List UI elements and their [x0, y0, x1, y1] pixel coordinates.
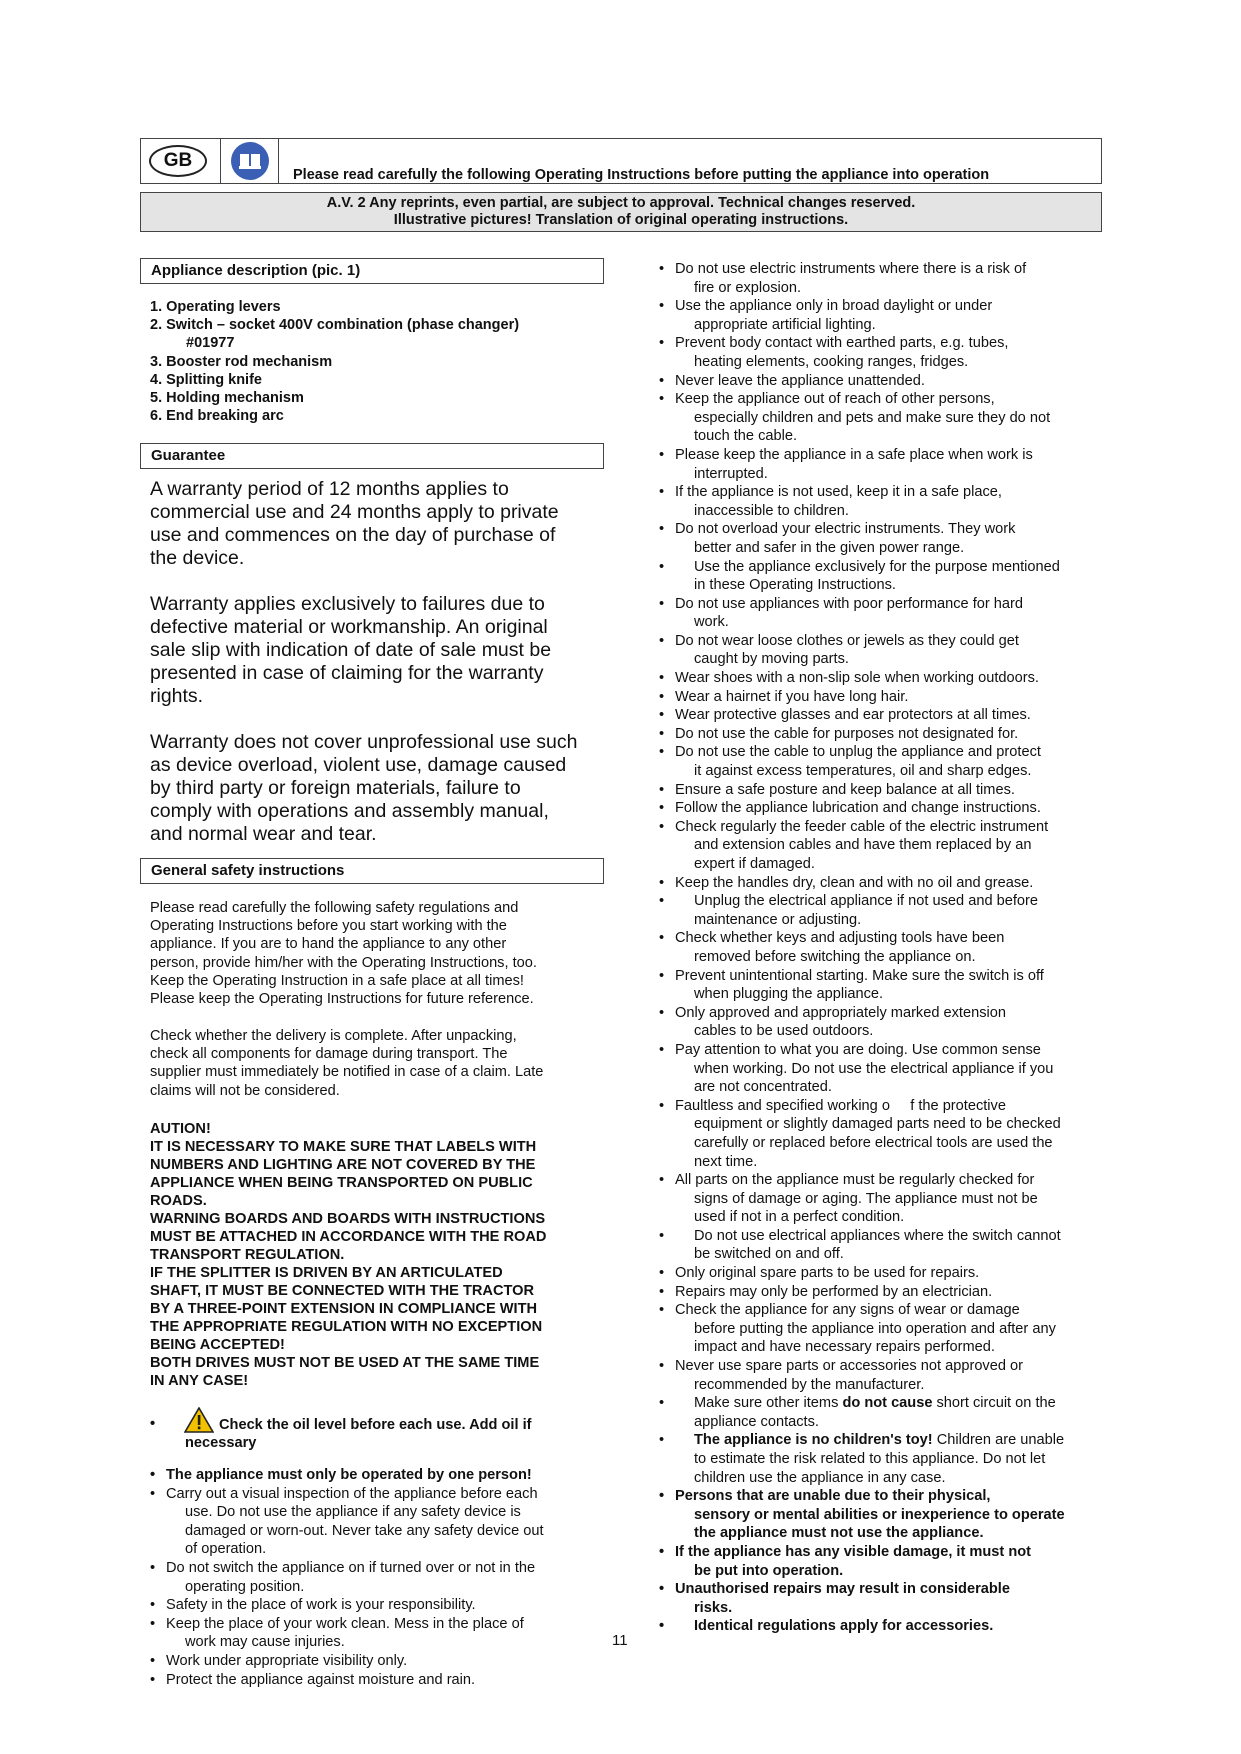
list-item: • Wear protective glasses and ear protectors at all times. — [659, 706, 1109, 725]
right-safety-list — [659, 260, 1109, 1636]
list-item: • Unplug the electrical appliance if not used and before maintenance or adjusting. — [659, 892, 1109, 929]
guarantee-heading: Guarantee — [140, 443, 604, 469]
list-item: • Do not overload your electric instruments. They work better and safer in the given power range. — [659, 520, 1109, 557]
list-item: • Do not use the cable to unplug the appliance and protect it against excess temperatures, oil and sharp edges. — [659, 743, 1109, 780]
list-item: • Please keep the appliance in a safe place when work is interrupted. — [659, 446, 1109, 483]
list-item: • Keep the handles dry, clean and with no oil and grease. — [659, 874, 1109, 893]
list-item: • Wear shoes with a non-slip sole when working outdoors. — [659, 669, 1109, 688]
caution-block: AUTION! IT IS NECESSARY TO MAKE SURE THAT LABELS WITH NUMBERS AND LIGHTING ARE NOT COVERED BY THE APPLIANCE WHEN BEING TRANSPORTED ON PUBLIC ROADS. WARNING BOARDS AND BOARDS WITH INSTRUCTIONS MUST BE ATTACHED IN ACCORDANCE WITH THE ROAD TRANSPORT REGULATION. IF THE SPLITTER IS DRIVEN BY AN ARTICULATED SHAFT, IT MUST BE CONNECTED WITH THE TRACTOR BY A THREE-POINT EXTENSION IN COMPLIANCE WITH THE APPROPRIATE REGULATION WITH NO EXCEPTION BEING ACCEPTED! BOTH DRIVES MUST NOT BE USED AT THE SAME TIME IN ANY CASE! — [150, 1121, 547, 1389]
list-item: • If the appliance is not used, keep it in a safe place, inaccessible to children. — [659, 483, 1109, 520]
delivery-check-text: Check whether the delivery is complete. After unpacking, check all components for damage during transport. The supplier must immediately be notified in case of a claim. Late claims will not be considered. — [150, 1028, 544, 1099]
list-item: • Repairs may only be performed by an electrician. — [659, 1283, 1109, 1302]
notice-line-1: A.V. 2 Any reprints, even partial, are subject to approval. Technical changes reserved. — [326, 195, 916, 211]
left-safety-list — [150, 1466, 610, 1689]
paragraph: A warranty period of 12 months applies to commercial use and 24 months apply to private use and commences on the day of purchase of the device. — [150, 478, 559, 569]
list-item: • The appliance is no children's toy! Children are unable to estimate the risk related to this appliance. Do not let children use the appliance in any case. — [659, 1431, 1109, 1487]
list-item: • If the appliance has any visible damage, it must not be put into operation. — [659, 1543, 1109, 1580]
list-item: • All parts on the appliance must be regularly checked for signs of damage or aging. The appliance must not be used if not in a perfect condition. — [659, 1171, 1109, 1227]
list-item: • Persons that are unable due to their physical, sensory or mental abilities or inexperience to operate the appliance must not use the appliance. — [659, 1487, 1109, 1543]
guarantee-text — [150, 478, 605, 846]
list-item: • Keep the place of your work clean. Mess in the place of work may cause injuries. — [150, 1615, 610, 1652]
list-item: 5. Holding mechanism — [150, 390, 304, 406]
list-item: • Only original spare parts to be used for repairs. — [659, 1264, 1109, 1283]
list-item: • Do not switch the appliance on if turned over or not in the operating position. — [150, 1559, 610, 1596]
list-item: • Do not wear loose clothes or jewels as they could get caught by moving parts. — [659, 632, 1109, 669]
list-item: • Do not use electric instruments where there is a risk of fire or explosion. — [659, 260, 1109, 297]
list-item: • Ensure a safe posture and keep balance at all times. — [659, 781, 1109, 800]
list-item: • The appliance must only be operated by one person! — [150, 1466, 610, 1485]
list-item: 2. Switch – socket 400V combination (phase changer) — [150, 317, 520, 333]
list-item: • Only approved and appropriately marked extension cables to be used outdoors. — [659, 1004, 1109, 1041]
list-item: • Identical regulations apply for accessories. — [659, 1617, 1109, 1636]
read-manual-icon — [231, 142, 269, 180]
appliance-parts-list — [150, 298, 519, 425]
appliance-description-heading: Appliance description (pic. 1) — [140, 258, 604, 284]
list-item: • Carry out a visual inspection of the appliance before each use. Do not use the appliance if any safety device is damaged or worn-out. Never take any safety device out of operation. — [150, 1485, 610, 1559]
list-item: • Protect the appliance against moisture and rain. — [150, 1671, 610, 1690]
manual-icon-cell — [221, 139, 279, 183]
list-item: • Work under appropriate visibility only. — [150, 1652, 610, 1671]
safety-intro: Please read carefully the following safety regulations and Operating Instructions before you start working with the appliance. If you are to hand the appliance to any other person, provide him/her with the Operating Instructions, too. Keep the Operating Instruction in a safe place at all times! Please keep the Operating Instructions for future reference. — [150, 900, 537, 1008]
list-item: • Do not use appliances with poor performance for hard work. — [659, 595, 1109, 632]
list-item: 1. Operating levers — [150, 299, 281, 315]
list-item: 6. End breaking arc — [150, 408, 284, 424]
header-bar — [140, 138, 1102, 184]
paragraph: Warranty does not cover unprofessional use such as device overload, violent use, damage caused by third party or foreign materials, failure to comply with operations and assembly manual, and normal wear and tear. — [150, 731, 578, 845]
list-item: • Use the appliance exclusively for the purpose mentioned in these Operating Instructions. — [659, 558, 1109, 595]
list-item: • Check regularly the feeder cable of the electric instrument and extension cables and have them replaced by an expert if damaged. — [659, 818, 1109, 874]
list-item: • Check the appliance for any signs of wear or damage before putting the appliance into operation and after any impact and have necessary repairs performed. — [659, 1301, 1109, 1357]
list-item: • Unauthorised repairs may result in considerable risks. — [659, 1580, 1109, 1617]
warning-triangle-icon — [184, 1407, 214, 1433]
list-item: • Do not use electrical appliances where the switch cannot be switched on and off. — [659, 1227, 1109, 1264]
list-item: • Pay attention to what you are doing. Use common sense when working. Do not use the electrical appliance if you are not concentrated. — [659, 1041, 1109, 1097]
list-item: • Prevent body contact with earthed parts, e.g. tubes, heating elements, cooking ranges, fridges. — [659, 334, 1109, 371]
list-item: • Keep the appliance out of reach of other persons, especially children and pets and make sure they do not touch the cable. — [659, 390, 1109, 446]
list-item: 3. Booster rod mechanism — [150, 354, 333, 370]
language-cell — [141, 139, 221, 183]
list-item: • Make sure other items do not cause short circuit on the appliance contacts. — [659, 1394, 1109, 1431]
list-item: • Faultless and specified working o f the protective equipment or slightly damaged parts need to be checked carefully or replaced before electrical tools are used the next time. — [659, 1097, 1109, 1171]
list-item: • Do not use the cable for purposes not designated for. — [659, 725, 1109, 744]
list-item: • Never use spare parts or accessories not approved or recommended by the manufacturer. — [659, 1357, 1109, 1394]
page-number: 11 — [612, 1632, 628, 1649]
list-item: #01977 — [186, 335, 235, 351]
paragraph: Warranty applies exclusively to failures due to defective material or workmanship. An original sale slip with indication of date of sale must be presented in case of claiming for the warranty rights. — [150, 593, 552, 707]
list-item: • Prevent unintentional starting. Make sure the switch is off when plugging the appliance. — [659, 967, 1109, 1004]
list-item: • Use the appliance only in broad daylight or under appropriate artificial lighting. — [659, 297, 1109, 334]
list-item: • Never leave the appliance unattended. — [659, 372, 1109, 391]
notice-box — [140, 192, 1102, 232]
list-item: • Follow the appliance lubrication and change instructions. — [659, 799, 1109, 818]
list-item: • Safety in the place of work is your responsibility. — [150, 1596, 610, 1615]
oil-check-item: • Check the oil level before each use. Add oil if necessary — [150, 1410, 610, 1452]
language-badge: GB — [149, 145, 207, 177]
list-item: 4. Splitting knife — [150, 372, 262, 388]
notice-line-2: Illustrative pictures! Translation of original operating instructions. — [393, 212, 849, 228]
list-item: • Check whether keys and adjusting tools have been removed before switching the appliance on. — [659, 929, 1109, 966]
safety-heading: General safety instructions — [140, 858, 604, 884]
list-item: • Wear a hairnet if you have long hair. — [659, 688, 1109, 707]
read-instructions-note: Please read carefully the following Operating Instructions before putting the appliance into operation — [293, 167, 990, 183]
